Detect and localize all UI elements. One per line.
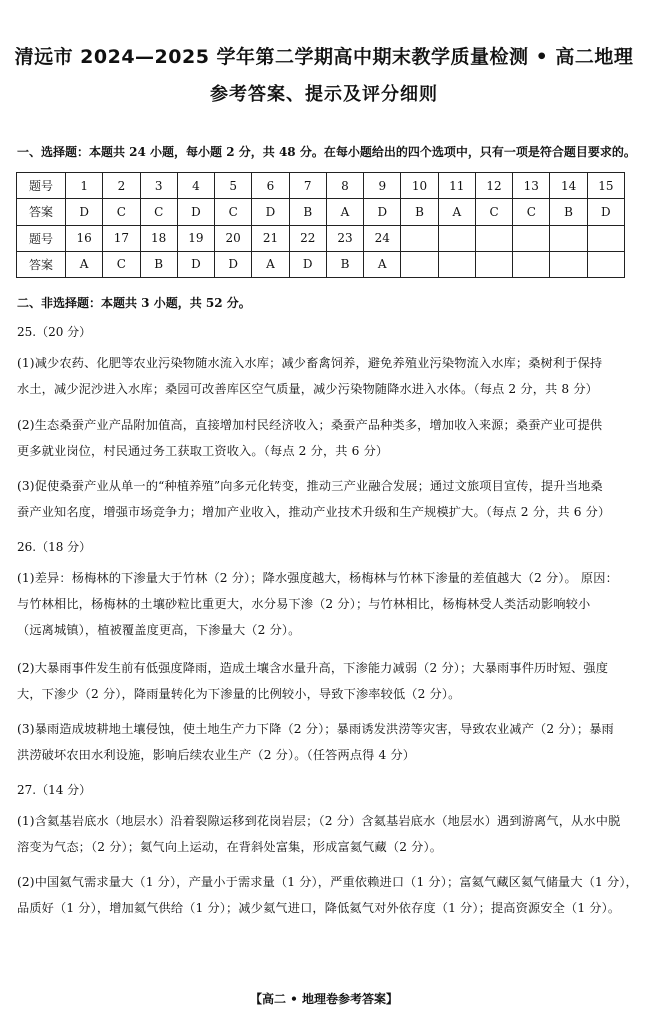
table-cell: 24 xyxy=(364,225,401,251)
question-25-part-3 xyxy=(17,473,632,525)
text-line: 溶变为气态；（2 分）；氦气向上运动，在背斜处富集，形成富氦气藏（2 分）。 xyxy=(17,840,443,854)
table-cell: 14 xyxy=(550,173,587,199)
table-cell xyxy=(475,225,512,251)
table-cell: 1 xyxy=(66,173,103,199)
table-cell: D xyxy=(177,251,214,277)
text-line: 洪涝破坏农田水利设施，影响后续农业生产（2 分）。（任答两点得 4 分） xyxy=(17,748,416,762)
table-cell: 13 xyxy=(513,173,550,199)
document-title: 清远市 2024—2025 学年第二学期高中期末教学质量检测 • 高二地理 xyxy=(14,46,634,68)
table-cell: B xyxy=(401,199,438,225)
table-cell xyxy=(550,251,587,277)
table-cell: D xyxy=(177,199,214,225)
table-cell xyxy=(438,225,475,251)
table-cell xyxy=(401,225,438,251)
document-subtitle: 参考答案、提示及评分细则 xyxy=(210,84,438,105)
table-cell: 16 xyxy=(66,225,103,251)
table-cell: 8 xyxy=(326,173,363,199)
question-27-part-1 xyxy=(17,808,632,860)
table-cell xyxy=(513,225,550,251)
table-cell xyxy=(475,251,512,277)
table-cell: 21 xyxy=(252,225,289,251)
text-line: (1)含氦基岩底水（地层水）沿着裂隙运移到花岗岩层；（2 分）含氦基岩底水（地层水）遇到游离气，从水中脱 xyxy=(17,814,621,828)
table-cell: A xyxy=(326,199,363,225)
table-row-numbers-2 xyxy=(17,225,625,251)
table-cell: 9 xyxy=(364,173,401,199)
table-cell: A xyxy=(252,251,289,277)
table-cell: 3 xyxy=(140,173,177,199)
table-cell xyxy=(401,251,438,277)
question-26-part-1 xyxy=(17,565,632,643)
question-25-heading: 25.（20 分） xyxy=(17,325,92,339)
table-cell: 4 xyxy=(177,173,214,199)
table-cell: 5 xyxy=(215,173,252,199)
text-line: 蚕产业知名度，增强市场竞争力；增加产业收入，推动产业技术升级和生产规模扩大。（每点 2 分，共 6 分） xyxy=(17,505,611,519)
table-cell: B xyxy=(289,199,326,225)
table-cell: D xyxy=(289,251,326,277)
table-cell: C xyxy=(140,199,177,225)
table-cell: D xyxy=(364,199,401,225)
question-27-heading: 27.（14 分） xyxy=(17,783,92,797)
table-cell: D xyxy=(66,199,103,225)
table-cell: D xyxy=(252,199,289,225)
table-cell: 15 xyxy=(587,173,624,199)
text-line: 与竹林相比，杨梅林的土壤砂粒比重更大，水分易下渗（2 分）；与竹林相比，杨梅林受人类活动影响较小 xyxy=(17,597,591,611)
table-cell: 6 xyxy=(252,173,289,199)
table-cell: B xyxy=(550,199,587,225)
table-cell: C xyxy=(103,251,140,277)
section-1-heading: 一、选择题：本题共 24 小题，每小题 2 分，共 48 分。在每小题给出的四个选项中，只有一项是符合题目要求的。 xyxy=(17,145,636,159)
answer-table xyxy=(16,172,625,278)
table-cell: 12 xyxy=(475,173,512,199)
table-cell xyxy=(587,225,624,251)
table-cell xyxy=(513,251,550,277)
text-line: (2)生态桑蚕产业产品附加值高，直接增加村民经济收入；桑蚕产品种类多，增加收入来源；桑蚕产业可提供 xyxy=(17,418,603,432)
text-line: 水土，减少泥沙进入水库；桑园可改善库区空气质量，减少污染物随降水进入水体。（每点 2 分，共 8 分） xyxy=(17,382,598,396)
table-cell xyxy=(587,251,624,277)
table-cell: 20 xyxy=(215,225,252,251)
question-25-part-2 xyxy=(17,412,632,464)
text-line: (1)减少农药、化肥等农业污染物随水流入水库；减少畜禽饲养，避免养殖业污染物流入水库；桑树利于保持 xyxy=(17,356,603,370)
table-cell: A xyxy=(364,251,401,277)
question-25-part-1 xyxy=(17,350,632,402)
table-label-answer: 答案 xyxy=(17,199,66,225)
text-line: 大，下渗少（2 分），降雨量转化为下渗量的比例较小，导致下渗率较低（2 分）。 xyxy=(17,687,461,701)
table-cell: B xyxy=(140,251,177,277)
section-2-heading: 二、非选择题：本题共 3 小题，共 52 分。 xyxy=(17,296,251,310)
table-cell: A xyxy=(438,199,475,225)
table-cell: C xyxy=(475,199,512,225)
table-cell: 17 xyxy=(103,225,140,251)
text-line: (2)中国氦气需求量大（1 分），产量小于需求量（1 分），严重依赖进口（1 分）；富氦气藏区氦气储量大（1 分）， xyxy=(17,875,638,889)
text-line: (3)暴雨造成坡耕地土壤侵蚀，使土地生产力下降（2 分）；暴雨诱发洪涝等灾害，导致农业减产（2 分）；暴雨 xyxy=(17,722,614,736)
table-cell: D xyxy=(215,251,252,277)
table-cell: C xyxy=(215,199,252,225)
table-cell: C xyxy=(513,199,550,225)
table-row-answers-2 xyxy=(17,251,625,277)
text-line: （远离城镇），植被覆盖度更高，下渗量大（2 分）。 xyxy=(17,623,301,637)
page-footer: 【高二 • 地理卷参考答案】 xyxy=(249,992,399,1006)
text-line: (3)促使桑蚕产业从单一的“种植养殖”向多元化转变，推动三产业融合发展；通过文旅项目宣传，提升当地桑 xyxy=(17,479,603,493)
table-label-question: 题号 xyxy=(17,225,66,251)
question-26-part-2 xyxy=(17,655,632,707)
table-cell: 22 xyxy=(289,225,326,251)
table-row-numbers-1 xyxy=(17,173,625,199)
table-cell xyxy=(550,225,587,251)
table-cell: 7 xyxy=(289,173,326,199)
text-line: (2)大暴雨事件发生前有低强度降雨，造成土壤含水量升高，下渗能力减弱（2 分）；大暴雨事件历时短、强度 xyxy=(17,661,609,675)
table-cell: 19 xyxy=(177,225,214,251)
text-line: 更多就业岗位，村民通过务工获取工资收入。（每点 2 分，共 6 分） xyxy=(17,444,389,458)
text-line: 品质好（1 分），增加氦气供给（1 分）；减少氦气进口，降低氦气对外依存度（1 分）；提高资源安全（1 分）。 xyxy=(17,901,621,915)
question-26-part-3 xyxy=(17,716,632,768)
table-cell: 23 xyxy=(326,225,363,251)
text-line: (1)差异：杨梅林的下渗量大于竹林（2 分）；降水强度越大，杨梅林与竹林下渗量的差值越大（2 分）。 原因： xyxy=(17,571,618,585)
question-26-heading: 26.（18 分） xyxy=(17,540,92,554)
table-cell: A xyxy=(66,251,103,277)
table-label-answer: 答案 xyxy=(17,251,66,277)
table-cell: D xyxy=(587,199,624,225)
table-cell: 18 xyxy=(140,225,177,251)
table-row-answers-1 xyxy=(17,199,625,225)
table-label-question: 题号 xyxy=(17,173,66,199)
table-cell: B xyxy=(326,251,363,277)
table-cell: C xyxy=(103,199,140,225)
table-cell: 2 xyxy=(103,173,140,199)
table-cell: 11 xyxy=(438,173,475,199)
question-27-part-2 xyxy=(17,869,638,921)
table-cell: 10 xyxy=(401,173,438,199)
table-cell xyxy=(438,251,475,277)
